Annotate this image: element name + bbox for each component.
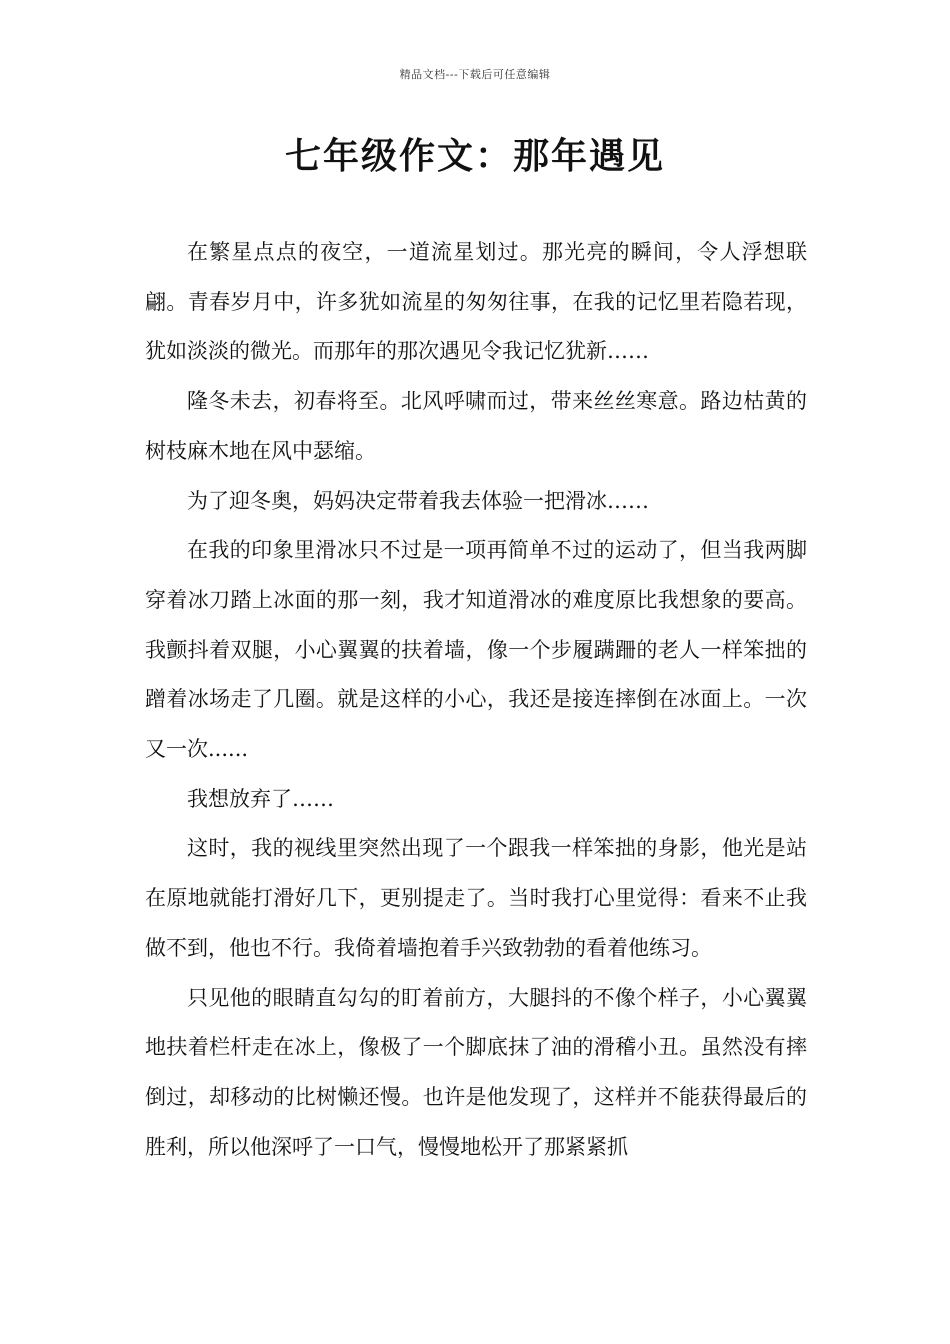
paragraph: 我想放弃了……: [187, 786, 334, 811]
article-body: [145, 228, 807, 1172]
paragraph: 在繁星点点的夜空，一道流星划过。那光亮的瞬间，令人浮想联翩。青春岁月中，许多犹如流星的匆匆往事，在我的记忆里若隐若现，犹如淡淡的微光。而那年的那次遇见令我记忆犹新……: [145, 240, 807, 364]
paragraph: 为了迎冬奥，妈妈决定带着我去体验一把滑冰……: [187, 488, 649, 513]
paragraph: 在我的印象里滑冰只不过是一项再简单不过的运动了，但当我两脚穿着冰刀踏上冰面的那一刻，我才知道滑冰的难度原比我想象的要高。我颤抖着双腿，小心翼翼的扶着墙，像一个步履蹒跚的老人一样笨拙的蹭着冰场走了几圈。就是这样的小心，我还是接连摔倒在冰面上。一次又一次......: [145, 538, 807, 762]
paragraph: 隆冬未去，初春将至。北风呼啸而过，带来丝丝寒意。路边枯黄的树枝麻木地在风中瑟缩。: [145, 389, 807, 463]
paragraph: 这时，我的视线里突然出现了一个跟我一样笨拙的身影，他光是站在原地就能打滑好几下，更别提走了。当时我打心里觉得：看来不止我做不到，他也不行。我倚着墙抱着手兴致勃勃的看着他练习。: [145, 836, 807, 960]
page-title: 七年级作文：那年遇见: [284, 136, 665, 177]
header-note: 精品文档---下载后可任意编辑: [399, 68, 551, 81]
paragraph: 只见他的眼睛直勾勾的盯着前方，大腿抖的不像个样子，小心翼翼地扶着栏杆走在冰上，像极了一个脚底抹了油的滑稽小丑。虽然没有摔倒过，却移动的比树懒还慢。也许是他发现了，这样并不能获得最后的胜利，所以他深呼了一口气，慢慢地松开了那紧紧抓: [145, 985, 807, 1159]
